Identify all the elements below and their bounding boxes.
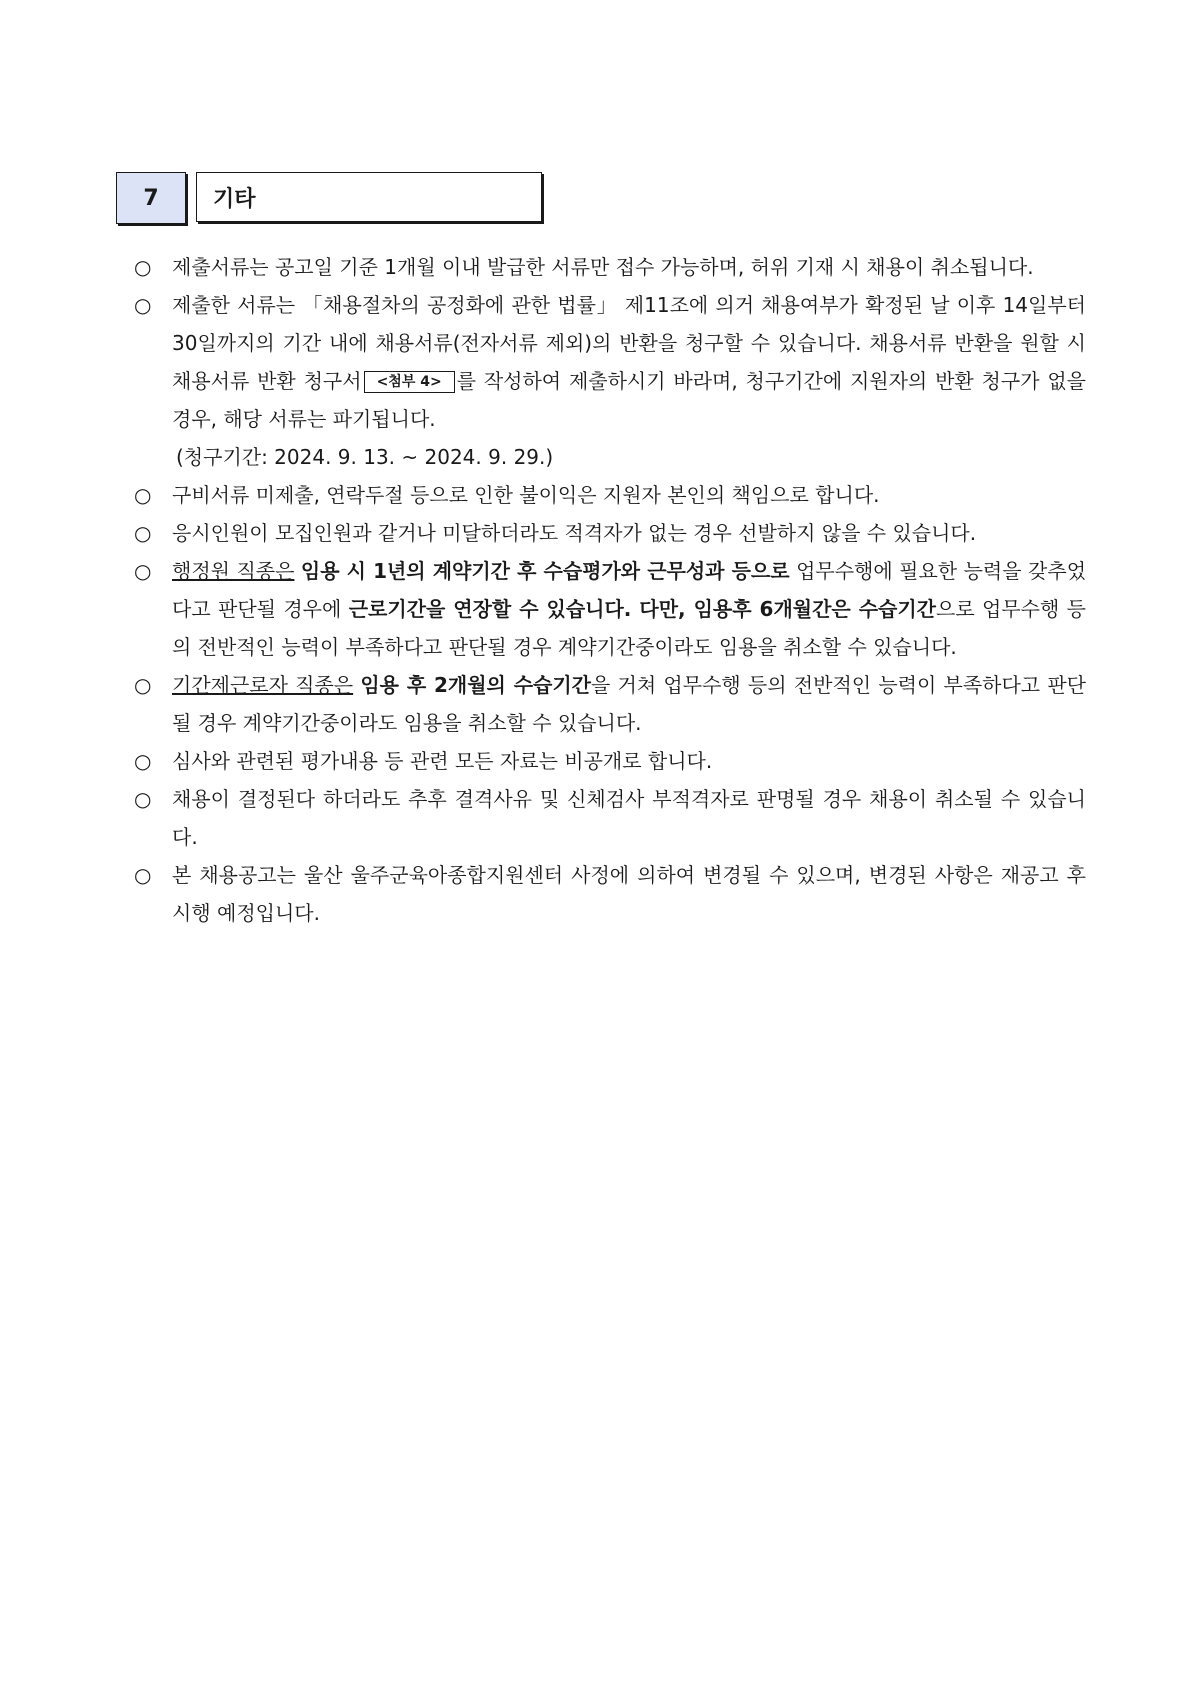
list-item-document-return [134, 286, 1086, 438]
bold-text: 임용 시 1년의 계약기간 후 수습평가와 근무성과 등으로 [300, 559, 790, 583]
item-text: 제출한 서류는 「채용절차의 공정화에 관한 법률」 제11조에 의거 채용여부가 확정된 날 이후 14일부터 30일까지의 기간 내에 채용서류(전자서류 제외)의 반환을 청구할 수 있습니다. 채용서류 반환을 원할 시 채용서류 반환 청구서 [172, 293, 1086, 393]
item-text: 심사와 관련된 평가내용 등 관련 모든 자료는 비공개로 합니다. [172, 749, 713, 773]
item-text: 채용이 결정된다 하더라도 추후 결격사유 및 신체검사 부적격자로 판명될 경우 채용이 취소될 수 있습니다. [172, 787, 1086, 849]
attachment-label: <첨부 4> [364, 371, 455, 393]
item-text: 으로 업무수행 등의 전반적인 능력이 부족하다고 판단될 경우 계약기간중이라도 임용을 취소할 수 있습니다. [172, 597, 1087, 659]
underlined-text: 기간제근로자 직종은 [172, 673, 354, 697]
item-text: 를 작성하여 제출하시기 바라며, 청구기간에 지원자의 반환 청구가 없을 경우, 해당 서류는 파기됩니다. [172, 369, 1086, 431]
bold-text: 임용 후 2개월의 수습기간 [360, 673, 591, 697]
bullet-circle-icon: ○ [134, 787, 152, 811]
claim-period-note: (청구기간: 2024. 9. 13. ~ 2024. 9. 29.) [176, 445, 554, 469]
item-text: 구비서류 미제출, 연락두절 등으로 인한 불이익은 지원자 본인의 책임으로 합니다. [172, 483, 880, 507]
item-text: 응시인원이 모집인원과 같거나 미달하더라도 적격자가 없는 경우 선발하지 않을 수 있습니다. [172, 521, 977, 545]
list-item [134, 476, 1086, 514]
item-text: 본 채용공고는 울산 울주군육아종합지원센터 사정에 의하여 변경될 수 있으며, 변경된 사항은 재공고 후 시행 예정입니다. [172, 863, 1086, 925]
list-item-fixed-term-staff [134, 666, 1086, 742]
bullet-circle-icon: ○ [134, 559, 152, 583]
underlined-text: 행정원 직종은 [172, 559, 295, 583]
section-title: 기타 [196, 172, 542, 222]
bullet-circle-icon: ○ [134, 521, 152, 545]
bullet-circle-icon: ○ [134, 293, 152, 317]
bullet-circle-icon: ○ [134, 749, 152, 773]
list-item [134, 780, 1086, 856]
section-header [116, 172, 546, 226]
bullet-circle-icon: ○ [134, 255, 152, 279]
list-item [134, 742, 1086, 780]
bullet-circle-icon: ○ [134, 673, 152, 697]
list-item [134, 856, 1086, 932]
list-item [134, 248, 1086, 286]
list-item-admin-staff [134, 552, 1086, 666]
bullet-circle-icon: ○ [134, 483, 152, 507]
bullet-circle-icon: ○ [134, 863, 152, 887]
item-text: 업무수행에 필요한 능력을 갖추었다고 판단될 경우에 [172, 559, 1087, 621]
item-text: 을 거쳐 업무수행 등의 전반적인 능력이 부족하다고 판단될 경우 계약기간중이라도 임용을 취소할 수 있습니다. [172, 673, 1086, 735]
list-item [134, 514, 1086, 552]
section-number: 7 [116, 172, 186, 224]
bold-text: 근로기간을 연장할 수 있습니다. 다만, 임용후 6개월간은 수습기간 [348, 597, 937, 621]
item-text: 제출서류는 공고일 기준 1개월 이내 발급한 서류만 접수 가능하며, 허위 기재 시 채용이 취소됩니다. [172, 255, 1034, 279]
notice-list [134, 248, 1086, 932]
